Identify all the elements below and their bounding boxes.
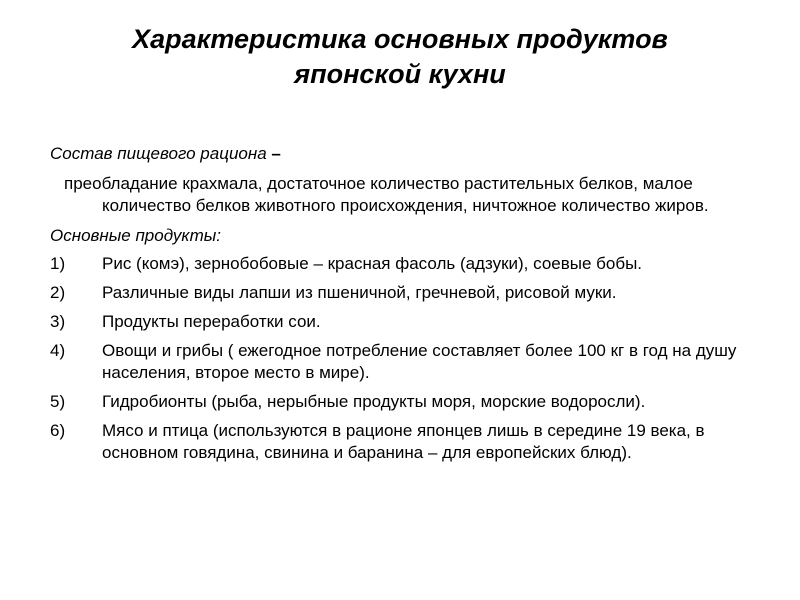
products-heading: Основные продукты: bbox=[50, 226, 222, 245]
list-item bbox=[50, 340, 760, 384]
diet-description: преобладание крахмала, достаточное количество растительных белков, малое количество белков животного происхождения, ничтожное количество жиров. bbox=[64, 174, 709, 215]
slide-title-line-2: японской кухни bbox=[294, 59, 506, 89]
list-item bbox=[50, 282, 760, 304]
list-item-number: 5) bbox=[50, 392, 66, 411]
list-item-text: Мясо и птица (используются в рационе японцев лишь в середине 19 века, в основном говядина, свинина и баранина – для европейских блюд). bbox=[102, 421, 705, 462]
list-item-text: Рис (комэ), зернобобовые – красная фасоль (адзуки), соевые бобы. bbox=[102, 254, 643, 273]
list-item-text: Продукты переработки сои. bbox=[102, 312, 321, 331]
diet-heading-dash: – bbox=[271, 144, 281, 163]
slide-title-line-1: Характеристика основных продуктов bbox=[132, 24, 668, 54]
diet-heading bbox=[50, 143, 760, 165]
list-item bbox=[50, 420, 760, 464]
list-item-text: Гидробионты (рыба, нерыбные продукты моря, морские водоросли). bbox=[102, 392, 646, 411]
list-item-number: 4) bbox=[50, 341, 66, 360]
list-item bbox=[50, 311, 760, 333]
diet-heading-text: Состав пищевого рациона bbox=[50, 144, 267, 163]
slide-content bbox=[50, 143, 760, 471]
list-item-number: 2) bbox=[50, 283, 66, 302]
list-item-number: 1) bbox=[50, 254, 66, 273]
list-item-number: 3) bbox=[50, 312, 66, 331]
list-item-text: Овощи и грибы ( ежегодное потребление составляет более 100 кг в год на душу населения, второе место в мире). bbox=[102, 341, 737, 382]
list-item-text: Различные виды лапши из пшеничной, гречневой, рисовой муки. bbox=[102, 283, 617, 302]
list-item bbox=[50, 253, 760, 275]
list-item-number: 6) bbox=[50, 421, 66, 440]
products-list bbox=[50, 253, 760, 464]
slide-title bbox=[40, 22, 760, 92]
list-item bbox=[50, 391, 760, 413]
